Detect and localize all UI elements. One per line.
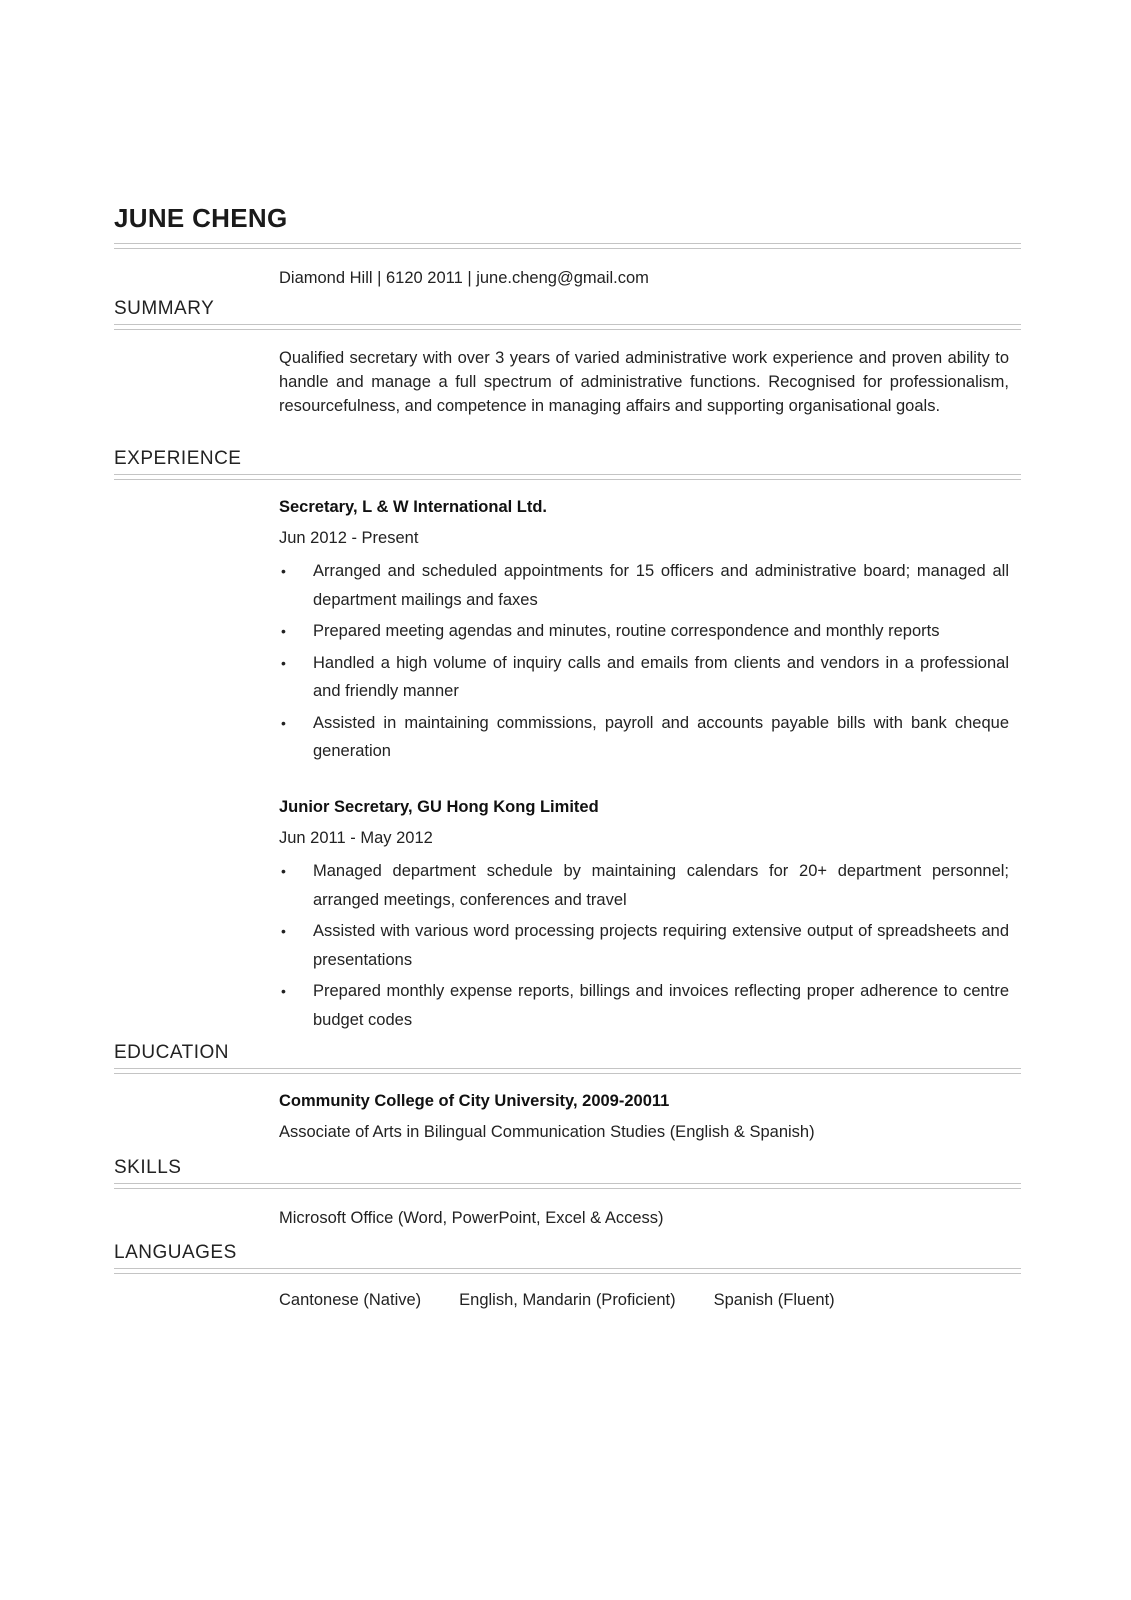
- job-dates: Jun 2011 - May 2012: [279, 829, 433, 847]
- bullet-text: Prepared monthly expense reports, billings and invoices reflecting proper adherence to centre budget codes: [313, 982, 1009, 1029]
- job-bullet-list: [279, 557, 1009, 769]
- bullet-text: Handled a high volume of inquiry calls and emails from clients and vendors in a professional and friendly manner: [313, 653, 1009, 700]
- list-item: [279, 557, 1009, 614]
- bullet-text: Arranged and scheduled appointments for 15 officers and administrative board; managed all department mailings and faxes: [313, 562, 1009, 609]
- bullet-icon: •: [281, 923, 286, 939]
- bullet-icon: •: [281, 563, 286, 579]
- section-heading-summary: SUMMARY: [114, 298, 215, 319]
- name-divider: [114, 243, 1021, 249]
- bullet-text: Assisted with various word processing projects requiring extensive output of spreadsheets and presentations: [313, 922, 1009, 969]
- job-title: Secretary, L & W International Ltd.: [279, 498, 548, 516]
- list-item: [279, 617, 1009, 646]
- list-item: [279, 977, 1009, 1034]
- languages-list: [279, 1291, 835, 1310]
- bullet-text: Assisted in maintaining commissions, payroll and accounts payable bills with bank cheque generation: [313, 713, 1009, 760]
- bullet-icon: •: [281, 983, 286, 999]
- skills-divider: [114, 1183, 1021, 1189]
- education-degree: Associate of Arts in Bilingual Communication Studies (English & Spanish): [279, 1123, 815, 1141]
- section-heading-languages: LANGUAGES: [114, 1242, 237, 1263]
- job-bullet-list: [279, 857, 1009, 1037]
- bullet-icon: •: [281, 863, 286, 879]
- language-item: English, Mandarin (Proficient): [459, 1291, 676, 1309]
- summary-text: Qualified secretary with over 3 years of varied administrative work experience and proven ability to handle and manage a full spectrum of administrative functions. Recognised for professionalism, resourcefulness, and competence in managing affairs and supporting organisational goals.: [279, 349, 1009, 415]
- list-item: [279, 709, 1009, 766]
- bullet-text: Managed department schedule by maintaining calendars for 20+ department personnel; arranged meetings, conferences and travel: [313, 862, 1009, 909]
- bullet-icon: •: [281, 714, 286, 731]
- section-heading-skills: SKILLS: [114, 1157, 182, 1178]
- section-heading-experience: EXPERIENCE: [114, 448, 242, 469]
- list-item: [279, 649, 1009, 706]
- job-dates: Jun 2012 - Present: [279, 529, 419, 547]
- list-item: [279, 857, 1009, 914]
- language-item: Cantonese (Native): [279, 1291, 422, 1309]
- skills-text: Microsoft Office (Word, PowerPoint, Excel & Access): [279, 1209, 664, 1227]
- languages-divider: [114, 1268, 1021, 1274]
- summary-divider: [114, 324, 1021, 330]
- language-item: Spanish (Fluent): [713, 1291, 835, 1309]
- list-item: [279, 917, 1009, 974]
- bullet-icon: •: [281, 623, 286, 639]
- section-heading-education: EDUCATION: [114, 1042, 229, 1063]
- bullet-icon: •: [281, 654, 286, 671]
- experience-divider: [114, 474, 1021, 480]
- education-divider: [114, 1068, 1021, 1074]
- candidate-name: JUNE CHENG: [114, 203, 288, 233]
- contact-info: Diamond Hill | 6120 2011 | june.cheng@gmail.com: [279, 269, 649, 287]
- bullet-text: Prepared meeting agendas and minutes, routine correspondence and monthly reports: [313, 622, 940, 640]
- education-school: Community College of City University, 2009-20011: [279, 1092, 670, 1110]
- job-title: Junior Secretary, GU Hong Kong Limited: [279, 798, 599, 816]
